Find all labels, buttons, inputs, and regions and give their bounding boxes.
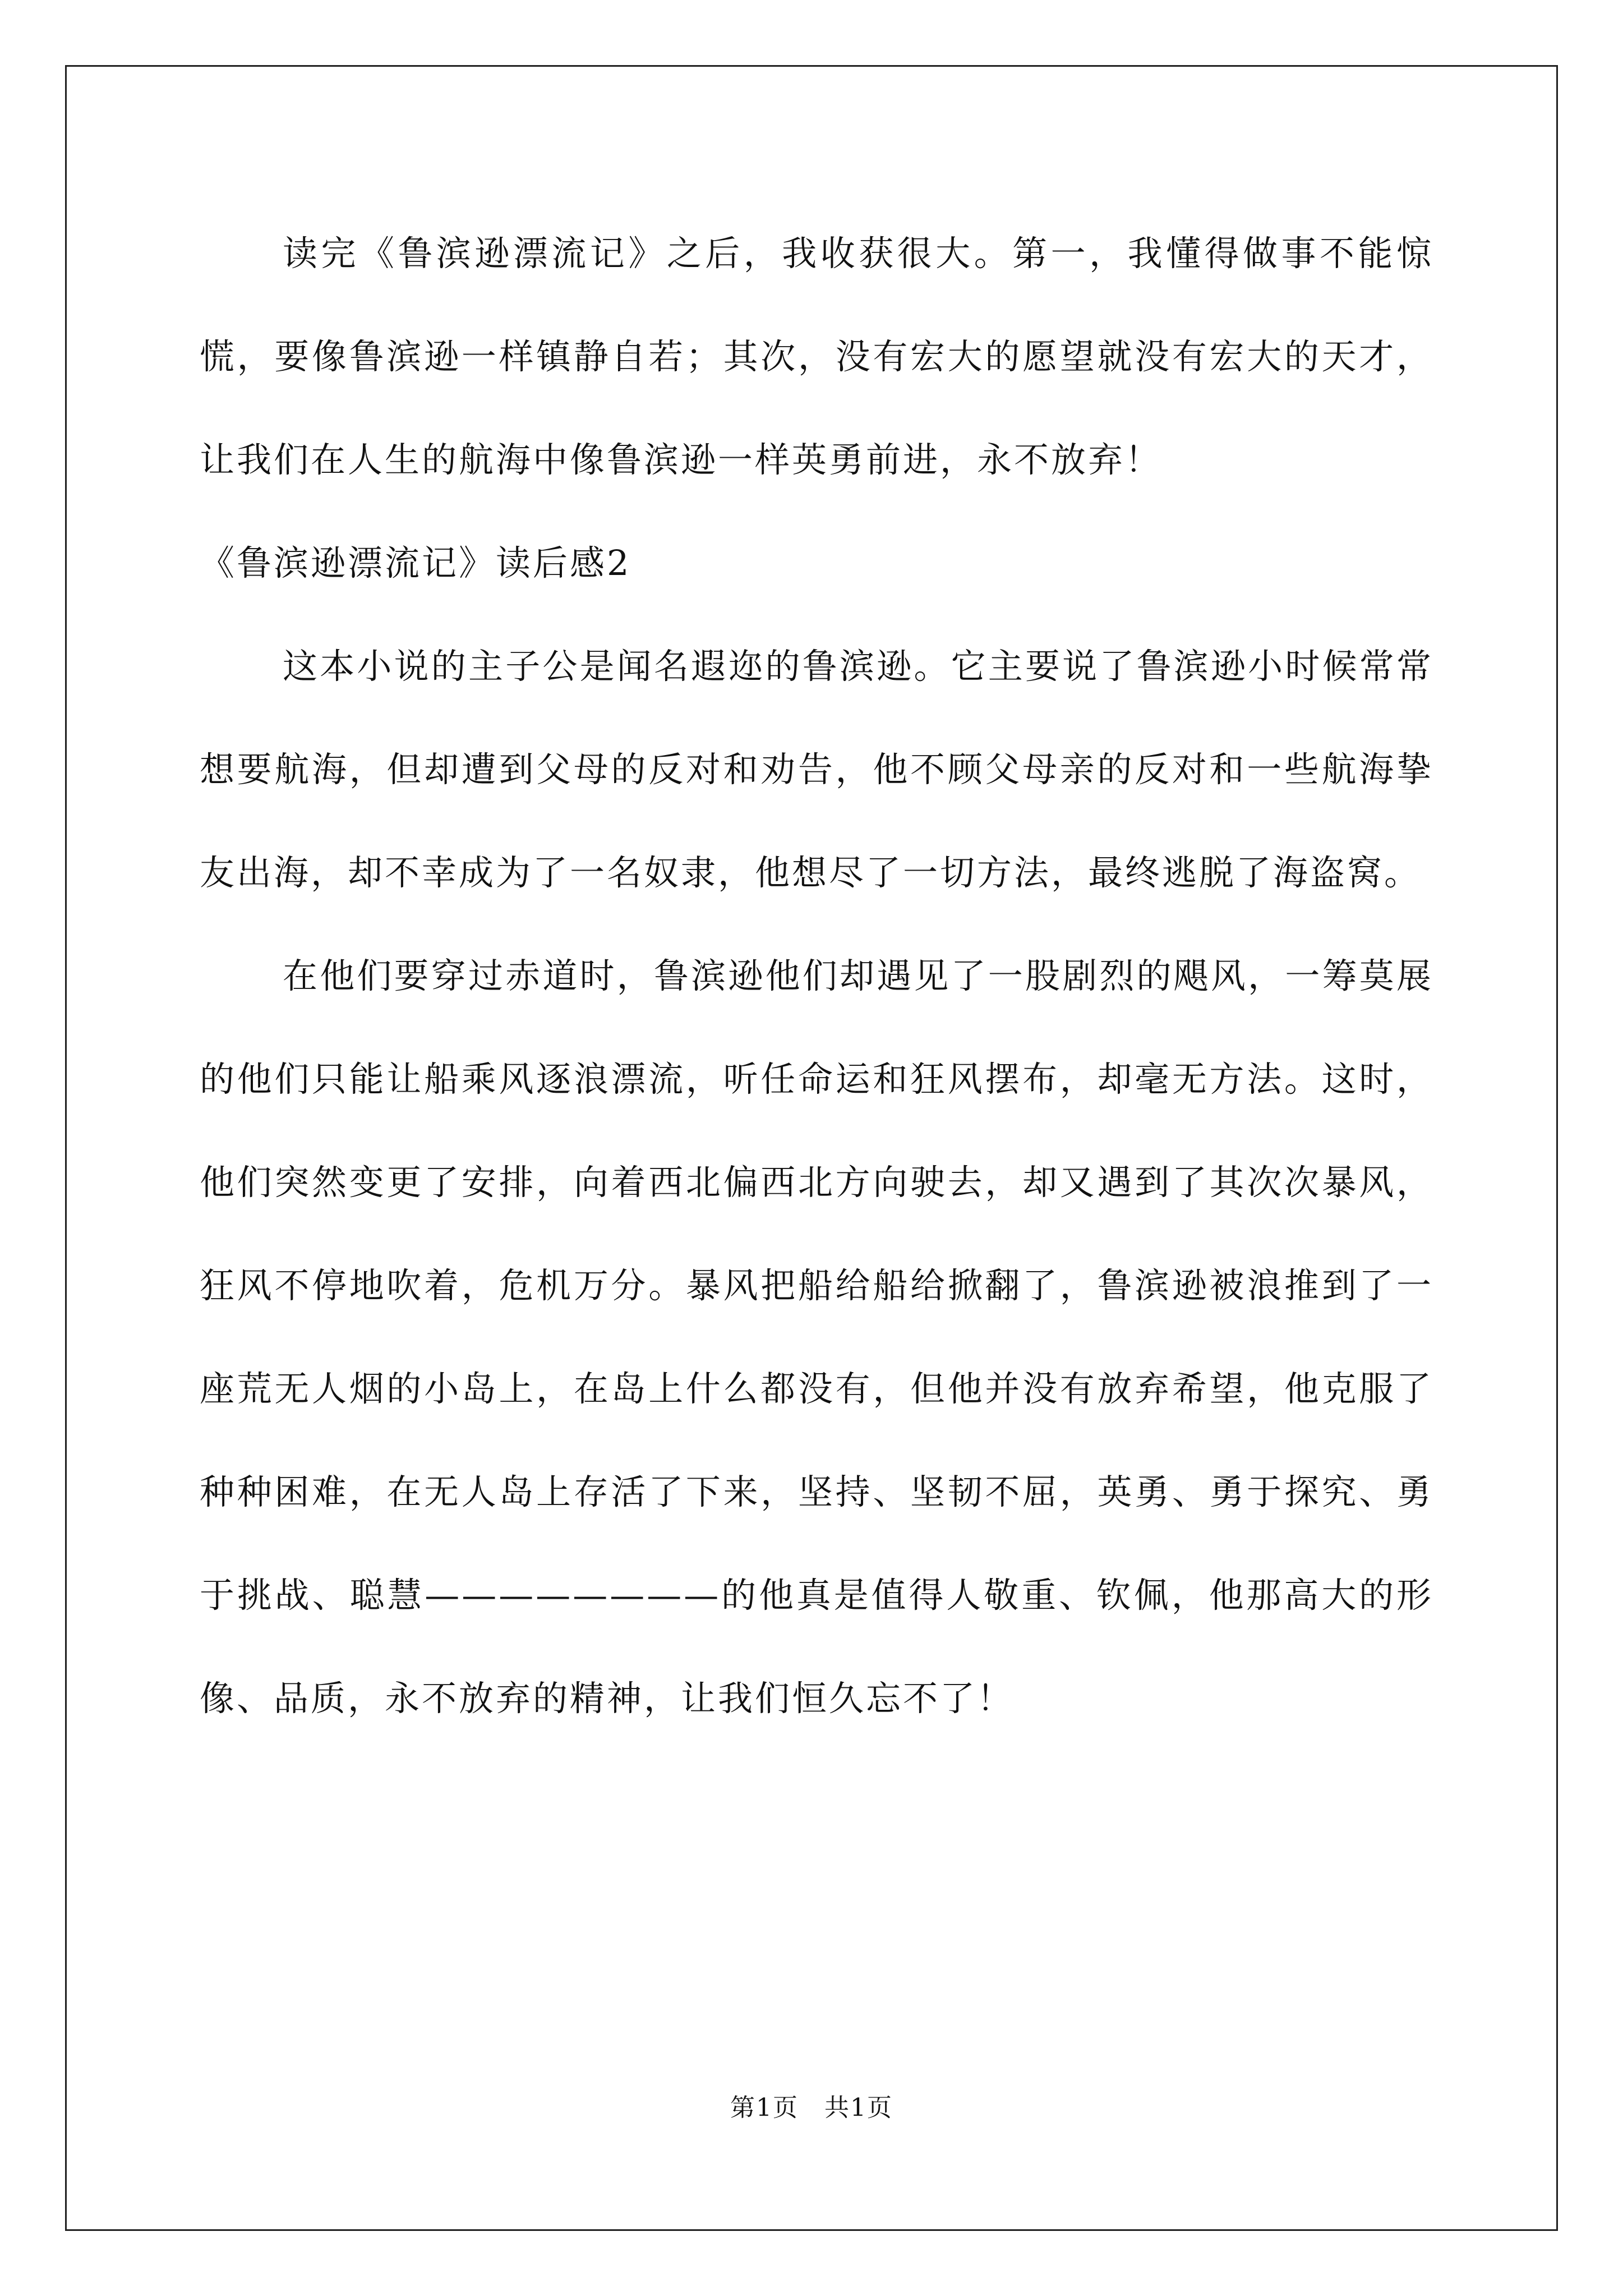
page-total: 共1页 xyxy=(824,2093,893,2122)
paragraph-conclusion: 读完《鲁滨逊漂流记》之后，我收获很大。第一，我懂得做事不能惊慌，要像鲁滨逊一样镇静自若；其次，没有宏大的愿望就没有宏大的天才，让我们在人生的航海中像鲁滨逊一样英勇前进，永不放弃！ xyxy=(200,233,1433,480)
page-footer xyxy=(0,2091,1623,2125)
paragraph-storm: 在他们要穿过赤道时，鲁滨逊他们却遇见了一股剧烈的飓风，一筹莫展的他们只能让船乘风逐浪漂流，听任命运和狂风摆布，却毫无方法。这时，他们突然变更了安排，向着西北偏西北方向驶去，却又遇到了其次次暴风，狂风不停地吹着，危机万分。暴风把船给船给掀翻了，鲁滨逊被浪推到了一座荒无人烟的小岛上，在岛上什么都没有，但他并没有放弃希望，他克服了种种困难，在无人岛上存活了下来，坚持、坚韧不屈，英勇、勇于探究、勇于挑战、聪慧————————的他真是值得人敬重、钦佩，他那高大的形像、品质，永不放弃的精神，让我们恒久忘不了！ xyxy=(200,955,1433,1719)
page-number: 第1页 xyxy=(730,2093,799,2122)
document-body xyxy=(200,202,1433,1750)
section-title: 《鲁滨逊漂流记》读后感2 xyxy=(200,542,631,583)
paragraph-summary: 这本小说的主子公是闻名遐迩的鲁滨逊。它主要说了鲁滨逊小时候常常想要航海，但却遭到父母的反对和劝告，他不顾父母亲的反对和一些航海挚友出海，却不幸成为了一名奴隶，他想尽了一切方法，最终逃脱了海盗窝。 xyxy=(200,646,1433,893)
